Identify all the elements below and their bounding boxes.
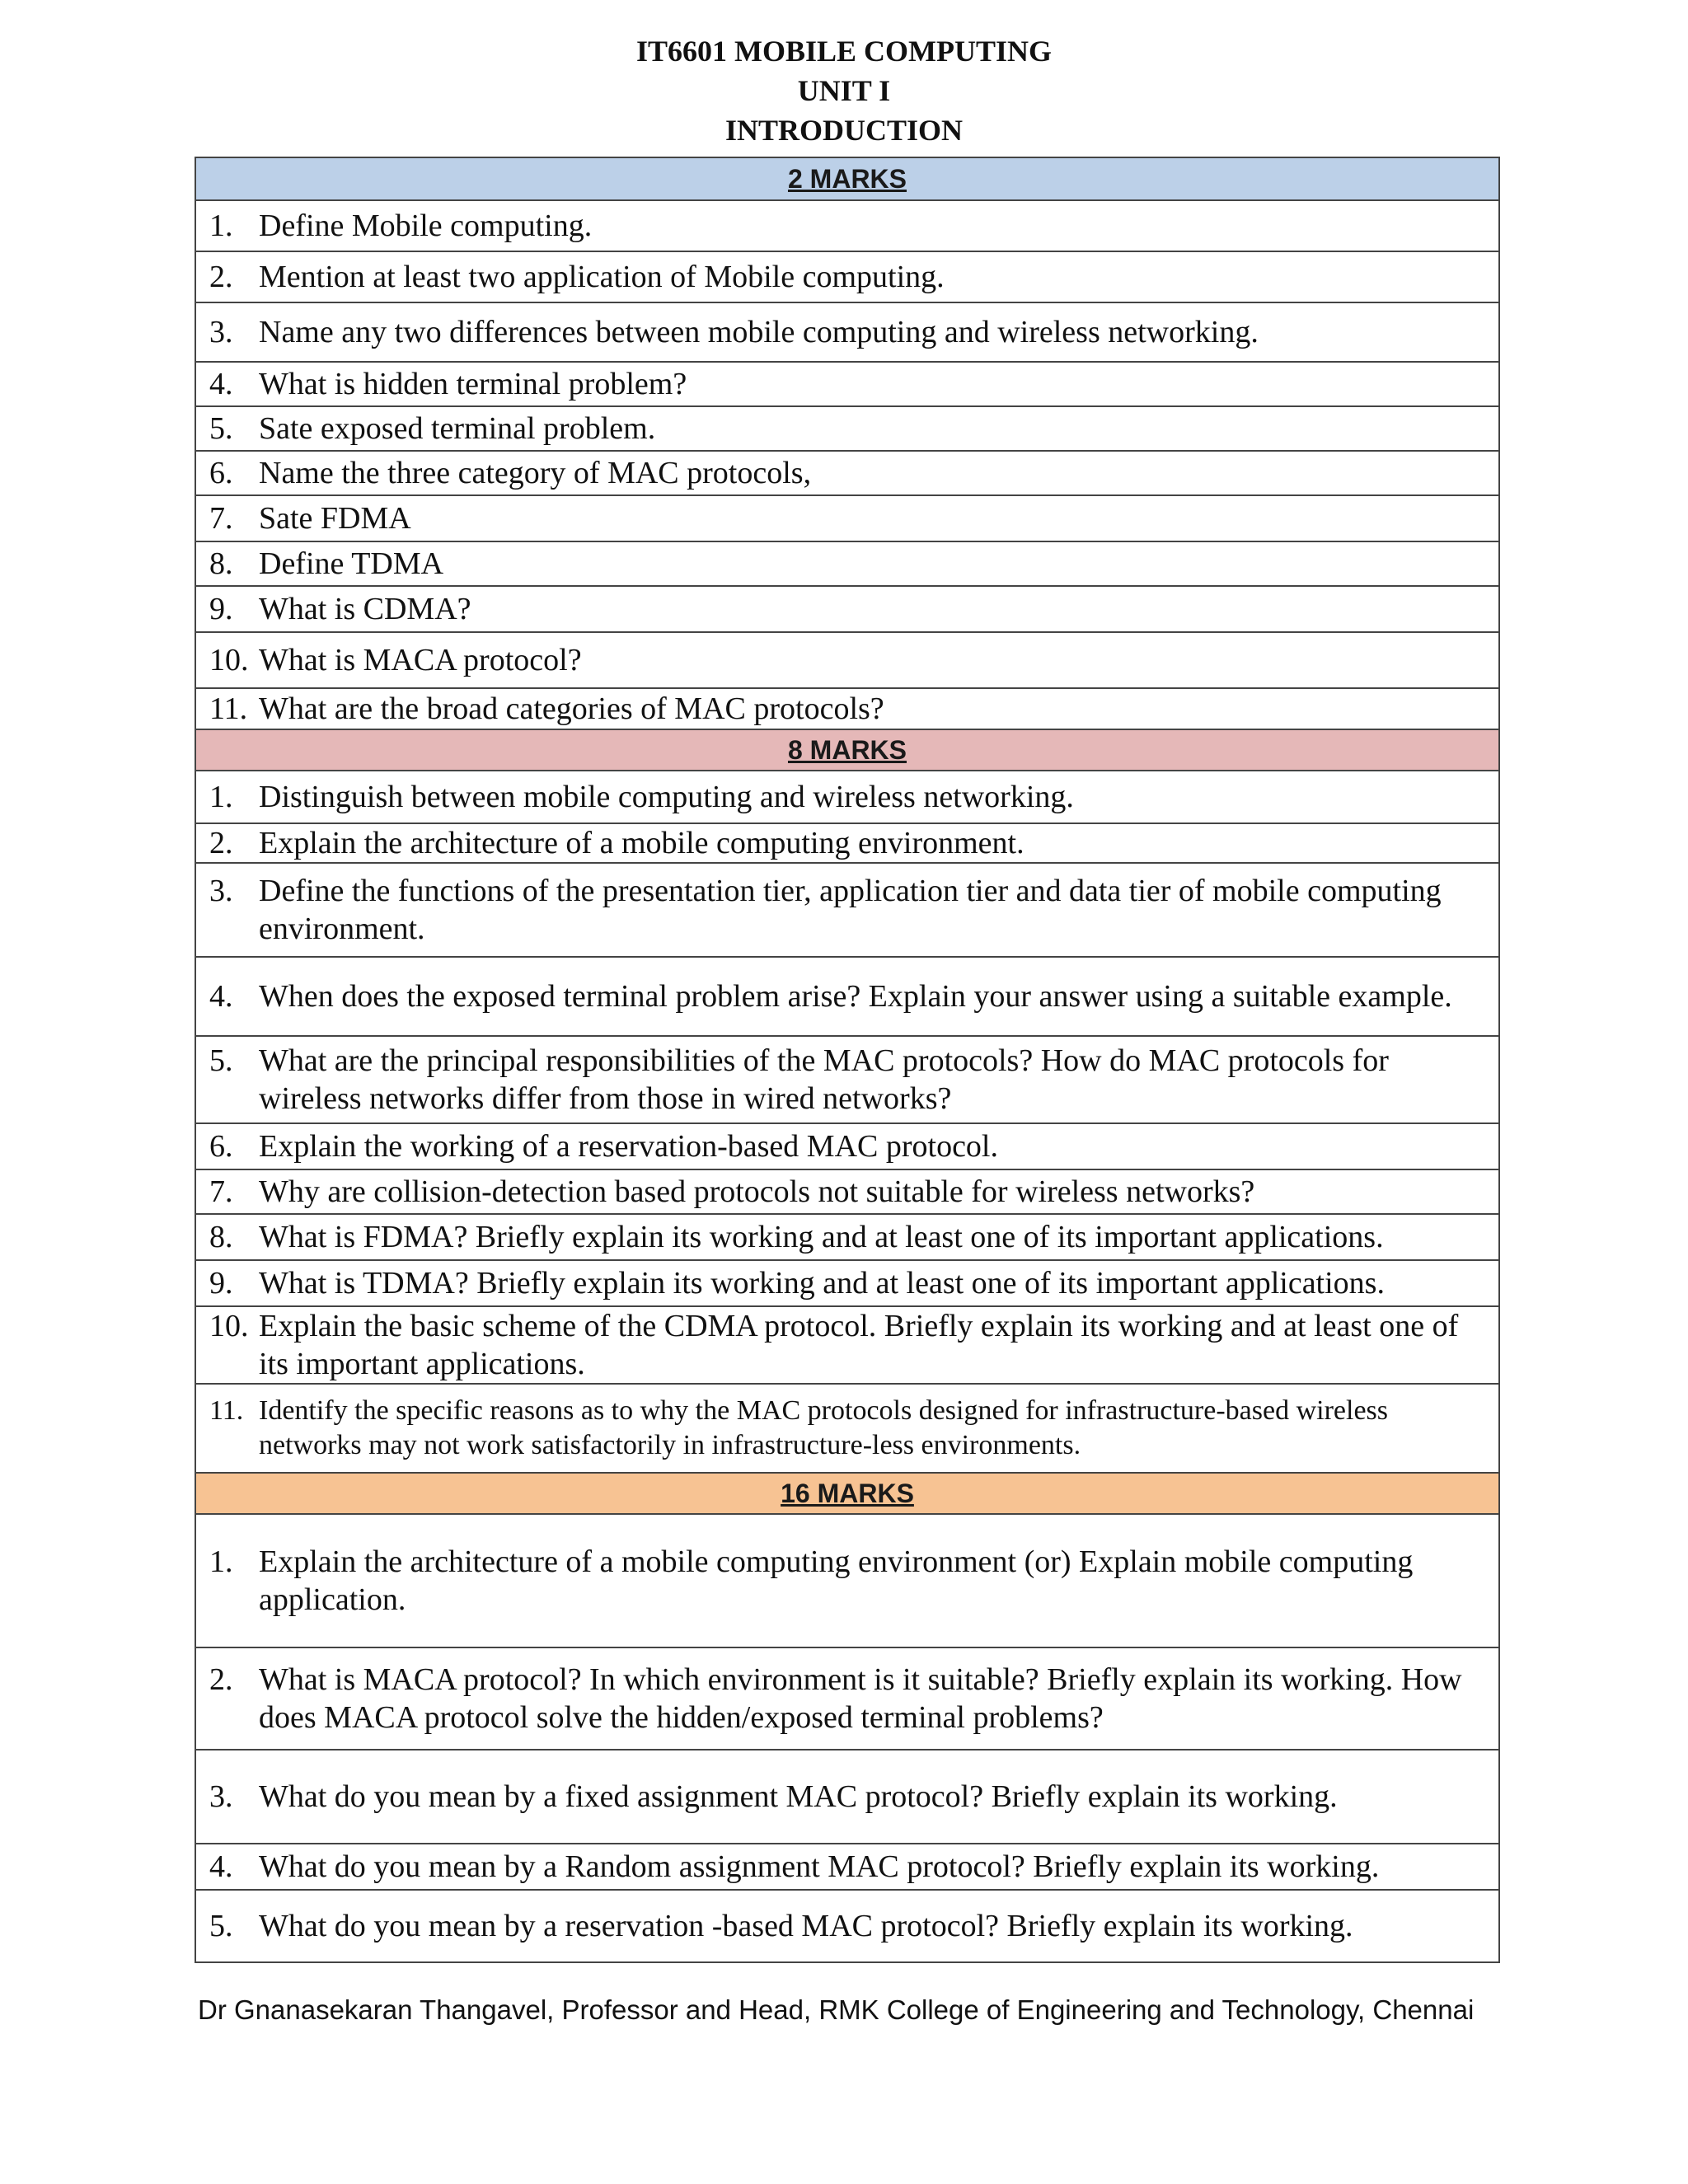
question-row — [195, 863, 1499, 957]
question-row — [195, 632, 1499, 688]
question-row — [195, 1647, 1499, 1750]
question-number: 6. — [209, 1129, 233, 1164]
question-row — [195, 1036, 1499, 1123]
question-item — [196, 824, 1498, 862]
question-row — [195, 1123, 1499, 1169]
question-item — [196, 641, 1498, 679]
section-header-2-marks — [195, 157, 1499, 200]
question-text: Define TDMA — [259, 546, 444, 581]
question-item — [196, 1543, 1498, 1619]
question-number: 10. — [209, 643, 249, 677]
question-number: 9. — [209, 1266, 233, 1301]
question-number: 1. — [209, 209, 233, 243]
question-row — [195, 200, 1499, 251]
question-row — [195, 771, 1499, 823]
question-text: Explain the working of a reservation-based MAC protocol. — [259, 1129, 998, 1164]
question-text: Identify the specific reasons as to why the MAC protocols designed for infrastructure-based wireless networks may not work satisfactorily in infrastructure-less environments. — [259, 1395, 1388, 1460]
question-number: 4. — [209, 979, 233, 1014]
question-text: Mention at least two application of Mobile computing. — [259, 260, 945, 294]
question-item — [196, 1778, 1498, 1816]
question-text: Define the functions of the presentation tier, application tier and data tier of mobile computing environment. — [259, 874, 1442, 946]
question-number: 1. — [209, 1544, 233, 1579]
question-row — [195, 1890, 1499, 1962]
question-row — [195, 957, 1499, 1036]
question-item — [196, 1848, 1498, 1886]
question-item — [196, 872, 1498, 948]
question-number: 1. — [209, 780, 233, 814]
question-text: When does the exposed terminal problem arise? Explain your answer using a suitable example. — [259, 979, 1452, 1014]
question-row — [195, 1384, 1499, 1473]
question-number: 9. — [209, 592, 233, 626]
question-row — [195, 302, 1499, 362]
question-item — [196, 1218, 1498, 1256]
question-number: 2. — [209, 826, 233, 860]
question-item — [196, 1907, 1498, 1945]
question-number: 6. — [209, 456, 233, 490]
question-text: Sate exposed terminal problem. — [259, 411, 656, 446]
question-text: What are the broad categories of MAC protocols? — [259, 691, 884, 726]
question-item — [196, 313, 1498, 351]
document-header — [0, 31, 1688, 150]
question-text: What do you mean by a fixed assignment MAC protocol? Briefly explain its working. — [259, 1779, 1338, 1814]
question-number: 3. — [209, 1779, 233, 1814]
question-text: What do you mean by a Random assignment MAC protocol? Briefly explain its working. — [259, 1849, 1380, 1884]
question-row — [195, 1514, 1499, 1647]
unit-name: INTRODUCTION — [724, 114, 964, 147]
question-number: 8. — [209, 1220, 233, 1254]
question-table — [195, 157, 1500, 1963]
question-item — [196, 410, 1498, 448]
unit-title: UNIT I — [797, 74, 891, 107]
question-text: What is FDMA? Briefly explain its working and at least one of its important applications. — [259, 1220, 1384, 1254]
question-text: What is MACA protocol? — [259, 643, 582, 677]
question-number: 5. — [209, 1043, 233, 1078]
section-label: 8 MARKS — [195, 729, 1499, 771]
question-row — [195, 1214, 1499, 1260]
question-row — [195, 586, 1499, 632]
question-text: Name the three category of MAC protocols, — [259, 456, 812, 490]
question-number: 8. — [209, 546, 233, 581]
question-text: What is hidden terminal problem? — [259, 367, 687, 401]
question-row — [195, 451, 1499, 495]
question-row — [195, 406, 1499, 451]
question-item — [196, 1264, 1498, 1302]
question-item — [196, 207, 1498, 245]
question-text: Why are collision-detection based protocols not suitable for wireless networks? — [259, 1174, 1255, 1209]
question-text: What is TDMA? Briefly explain its working and at least one of its important applications. — [259, 1266, 1385, 1301]
question-number: 11. — [209, 1395, 244, 1426]
question-item — [196, 690, 1498, 728]
section-header-8-marks — [195, 729, 1499, 771]
question-item — [196, 1042, 1498, 1118]
question-item — [196, 499, 1498, 537]
question-number: 2. — [209, 1662, 233, 1697]
question-number: 10. — [209, 1309, 249, 1343]
question-row — [195, 688, 1499, 729]
question-text: Explain the architecture of a mobile computing environment. — [259, 826, 1025, 860]
question-row — [195, 495, 1499, 541]
question-item — [196, 1173, 1498, 1211]
question-item — [196, 365, 1498, 403]
question-number: 4. — [209, 367, 233, 401]
question-text: Distinguish between mobile computing and wireless networking. — [259, 780, 1074, 814]
question-text: Sate FDMA — [259, 501, 411, 536]
question-number: 7. — [209, 1174, 233, 1209]
question-text: Name any two differences between mobile computing and wireless networking. — [259, 315, 1259, 349]
question-number: 7. — [209, 501, 233, 536]
question-row — [195, 1260, 1499, 1306]
question-row — [195, 823, 1499, 863]
question-number: 4. — [209, 1849, 233, 1884]
question-number: 5. — [209, 411, 233, 446]
section-label: 2 MARKS — [195, 157, 1499, 200]
question-item — [196, 258, 1498, 296]
section-header-16-marks — [195, 1473, 1499, 1514]
question-number: 11. — [209, 691, 248, 726]
question-item — [196, 590, 1498, 628]
question-number: 3. — [209, 874, 233, 908]
question-number: 5. — [209, 1909, 233, 1943]
section-label: 16 MARKS — [195, 1473, 1499, 1514]
footer-credit: Dr Gnanasekaran Thangavel, Professor and Head, RMK College of Engineering and Technology, Chennai — [198, 1994, 1475, 2025]
question-text: Explain the basic scheme of the CDMA protocol. Briefly explain its working and at least one of its important applications. — [259, 1309, 1459, 1381]
question-item — [196, 778, 1498, 816]
question-row — [195, 1750, 1499, 1844]
question-item — [196, 545, 1498, 583]
question-item — [196, 1394, 1498, 1463]
question-row — [195, 362, 1499, 406]
question-row — [195, 1169, 1499, 1214]
question-text: What do you mean by a reservation -based MAC protocol? Briefly explain its working. — [259, 1909, 1353, 1943]
question-item — [196, 977, 1498, 1015]
question-item — [196, 1307, 1498, 1383]
question-row — [195, 1844, 1499, 1890]
question-row — [195, 541, 1499, 586]
question-number: 2. — [209, 260, 233, 294]
course-title: IT6601 MOBILE COMPUTING — [635, 35, 1053, 68]
question-number: 3. — [209, 315, 233, 349]
question-text: What are the principal responsibilities of the MAC protocols? How do MAC protocols for wireless networks differ from those in wired networks? — [259, 1043, 1389, 1116]
question-text: Define Mobile computing. — [259, 209, 593, 243]
question-text: Explain the architecture of a mobile computing environment (or) Explain mobile computing application. — [259, 1544, 1414, 1617]
question-item — [196, 1127, 1498, 1165]
question-item — [196, 1661, 1498, 1736]
question-text: What is CDMA? — [259, 592, 471, 626]
question-row — [195, 251, 1499, 302]
question-item — [196, 454, 1498, 492]
question-text: What is MACA protocol? In which environment is it suitable? Briefly explain its working. How does MACA protocol solve the hidden/exposed terminal problems? — [259, 1662, 1462, 1735]
question-row — [195, 1306, 1499, 1384]
